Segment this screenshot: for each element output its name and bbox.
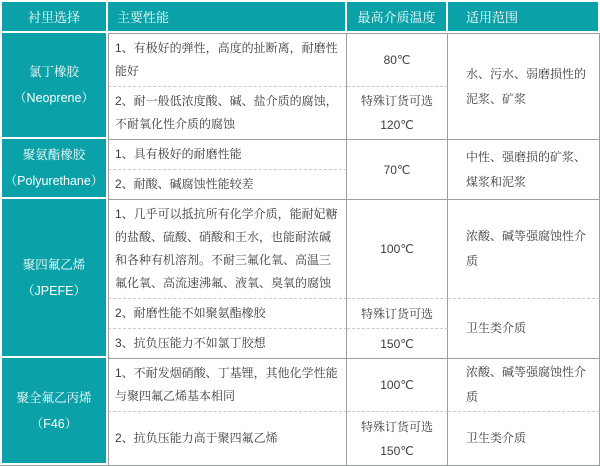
table-row <box>0 139 600 169</box>
material-alias: （F46） <box>30 416 78 431</box>
range-cell: 浓酸、碱等强腐蚀性介质 <box>448 199 600 298</box>
temp-value: 120℃ <box>380 118 414 132</box>
performance-cell: 2、耐磨性能不如聚氨酯橡胶 <box>108 298 347 328</box>
column-header-range: 适用范围 <box>448 0 600 33</box>
material-name: 聚四氟乙烯 <box>22 257 86 272</box>
performance-cell: 1、具有极好的耐磨性能 <box>108 139 347 169</box>
range-cell: 浓酸、碱等强腐蚀性介质 <box>448 358 600 411</box>
temp-cell <box>347 86 448 139</box>
performance-cell: 2、抗负压能力高于聚四氟乙烯 <box>108 411 347 465</box>
header-row <box>0 0 600 33</box>
material-cell-ptfe <box>0 199 108 358</box>
table-row <box>0 199 600 298</box>
temp-cell <box>347 411 448 465</box>
material-cell-polyurethane <box>0 139 108 199</box>
performance-cell: 3、抗负压能力不如氯丁胶想 <box>108 328 347 358</box>
column-header-performance: 主要性能 <box>108 0 347 33</box>
temp-cell: 150℃ <box>347 328 448 358</box>
column-header-max-temp: 最高介质温度 <box>347 0 448 33</box>
performance-cell: 1、几乎可以抵抗所有化学介质，能耐妃糖的盐酸、硫酸、硝酸和王水，也能耐浓碱和各种有机溶剂。不耐三氟化氧、高温三氟化氧、高流速沸氟、液氧、臭氧的腐蚀 <box>108 199 347 298</box>
temp-cell: 100℃ <box>347 358 448 411</box>
temp-note: 特殊订货可选 <box>360 419 433 434</box>
temp-note: 特殊订货可选 <box>360 94 433 108</box>
temp-cell: 特殊订货可选 <box>347 298 448 328</box>
range-cell: 卫生类介质 <box>448 298 600 358</box>
material-alias: （JPEFE） <box>22 283 86 298</box>
material-cell-f46 <box>0 358 108 465</box>
material-alias: （Neoprene） <box>14 91 94 105</box>
table-row <box>0 358 600 411</box>
temp-value: 150℃ <box>380 443 414 458</box>
table-row <box>0 33 600 86</box>
performance-cell: 2、耐酸、碱腐蚀性能较差 <box>108 169 347 199</box>
material-alias: （Polyurethane） <box>4 174 104 188</box>
column-header-lining: 衬里选择 <box>0 0 108 33</box>
range-cell: 卫生类介质 <box>448 411 600 465</box>
performance-cell: 1、有极好的弹性，高度的扯断离，耐磨性能好 <box>108 33 347 86</box>
material-name: 聚全氟乙丙烯 <box>16 390 92 405</box>
material-cell-neoprene <box>0 33 108 139</box>
temp-cell: 80℃ <box>347 33 448 86</box>
material-name: 聚氨酯橡胶 <box>22 148 86 162</box>
temp-cell: 100℃ <box>347 199 448 298</box>
performance-cell: 1、不耐发烟硝酸、丁基锂，其他化学性能与聚四氟乙烯基本相同 <box>108 358 347 411</box>
performance-cell: 2、耐一般低浓度酸、碱、盐介质的腐蚀，不耐氧化性介质的腐蚀 <box>108 86 347 139</box>
material-name: 氯丁橡胶 <box>28 65 79 79</box>
range-cell: 水、污水、弱磨损性的泥浆、矿浆 <box>448 33 600 139</box>
temp-cell: 70℃ <box>347 139 448 199</box>
range-cell: 中性、强磨损的矿浆、煤浆和泥浆 <box>448 139 600 199</box>
